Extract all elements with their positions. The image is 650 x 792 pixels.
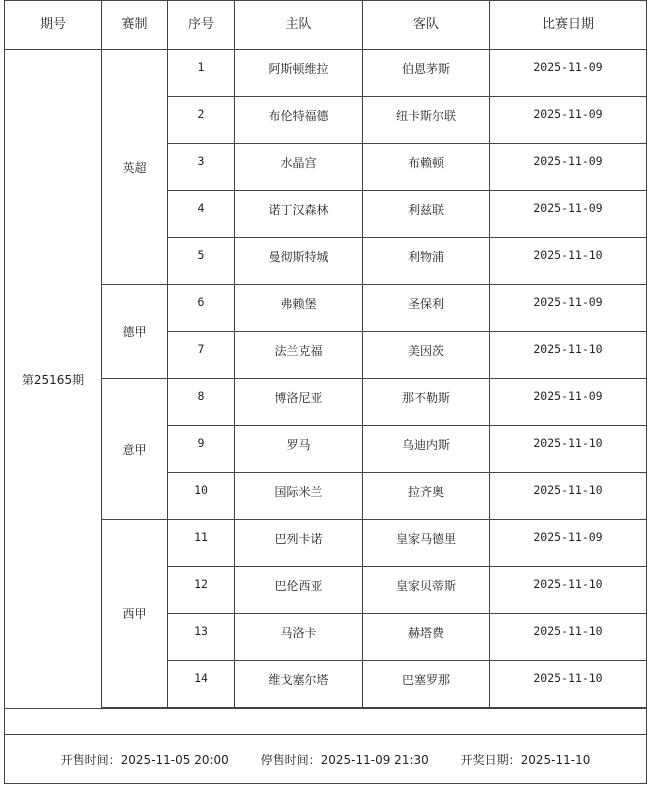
match-no-cell: 12	[168, 567, 235, 614]
home-team-cell: 博洛尼亚	[235, 379, 363, 426]
header-league: 赛制	[102, 1, 168, 50]
match-date-cell: 2025-11-10	[490, 567, 647, 614]
away-team-cell: 皇家马德里	[363, 520, 490, 567]
match-no-cell: 11	[168, 520, 235, 567]
away-team-cell: 赫塔费	[363, 614, 490, 661]
match-no-cell: 9	[168, 426, 235, 473]
league-cell: 西甲	[102, 520, 168, 708]
header-no: 序号	[168, 1, 235, 50]
match-no-cell: 13	[168, 614, 235, 661]
header-row	[5, 1, 647, 50]
home-team-cell: 弗赖堡	[235, 285, 363, 332]
footer-info	[5, 735, 647, 784]
home-team-cell: 马洛卡	[235, 614, 363, 661]
match-table	[4, 0, 647, 784]
league-cell: 意甲	[102, 379, 168, 520]
header-period: 期号	[5, 1, 102, 50]
header-home: 主队	[235, 1, 363, 50]
home-team-cell: 国际米兰	[235, 473, 363, 520]
league-cell: 英超	[102, 50, 168, 285]
header-date: 比赛日期	[490, 1, 647, 50]
spacer-row	[5, 709, 647, 735]
match-date-cell: 2025-11-09	[490, 379, 647, 426]
home-team-cell: 巴列卡诺	[235, 520, 363, 567]
match-no-cell: 4	[168, 191, 235, 238]
match-date-cell: 2025-11-10	[490, 238, 647, 285]
match-no-cell: 2	[168, 97, 235, 144]
away-team-cell: 圣保利	[363, 285, 490, 332]
table-row	[5, 379, 647, 426]
match-date-cell: 2025-11-09	[490, 144, 647, 191]
table-row	[5, 520, 647, 567]
match-no-cell: 14	[168, 661, 235, 708]
match-date-cell: 2025-11-10	[490, 614, 647, 661]
match-no-cell: 5	[168, 238, 235, 285]
away-team-cell: 美因茨	[363, 332, 490, 379]
away-team-cell: 利兹联	[363, 191, 490, 238]
away-team-cell: 伯恩茅斯	[363, 50, 490, 97]
match-date-cell: 2025-11-10	[490, 661, 647, 708]
match-no-cell: 10	[168, 473, 235, 520]
match-no-cell: 7	[168, 332, 235, 379]
home-team-cell: 巴伦西亚	[235, 567, 363, 614]
home-team-cell: 维戈塞尔塔	[235, 661, 363, 708]
away-team-cell: 纽卡斯尔联	[363, 97, 490, 144]
match-date-cell: 2025-11-10	[490, 332, 647, 379]
away-team-cell: 拉齐奥	[363, 473, 490, 520]
draw-date: 开奖日期：2025-11-10	[460, 752, 591, 767]
footer-row	[5, 735, 647, 784]
match-no-cell: 8	[168, 379, 235, 426]
home-team-cell: 曼彻斯特城	[235, 238, 363, 285]
header-away: 客队	[363, 1, 490, 50]
away-team-cell: 巴塞罗那	[363, 661, 490, 708]
match-date-cell: 2025-11-10	[490, 426, 647, 473]
away-team-cell: 利物浦	[363, 238, 490, 285]
home-team-cell: 布伦特福德	[235, 97, 363, 144]
match-no-cell: 3	[168, 144, 235, 191]
home-team-cell: 水晶宫	[235, 144, 363, 191]
home-team-cell: 诺丁汉森林	[235, 191, 363, 238]
away-team-cell: 乌迪内斯	[363, 426, 490, 473]
away-team-cell: 皇家贝蒂斯	[363, 567, 490, 614]
match-no-cell: 6	[168, 285, 235, 332]
table-row	[5, 285, 647, 332]
league-cell: 德甲	[102, 285, 168, 379]
match-date-cell: 2025-11-09	[490, 97, 647, 144]
match-no-cell: 1	[168, 50, 235, 97]
home-team-cell: 罗马	[235, 426, 363, 473]
table-body	[5, 50, 647, 709]
home-team-cell: 法兰克福	[235, 332, 363, 379]
match-date-cell: 2025-11-09	[490, 50, 647, 97]
sale-stop-time: 停售时间：2025-11-09 21:30	[260, 752, 429, 767]
match-date-cell: 2025-11-09	[490, 285, 647, 332]
match-date-cell: 2025-11-09	[490, 191, 647, 238]
match-date-cell: 2025-11-09	[490, 520, 647, 567]
sale-start-time: 开售时间：2025-11-05 20:00	[60, 752, 229, 767]
table-row	[5, 50, 647, 97]
period-cell: 第25165期	[5, 50, 102, 709]
away-team-cell: 那不勒斯	[363, 379, 490, 426]
home-team-cell: 阿斯顿维拉	[235, 50, 363, 97]
away-team-cell: 布赖顿	[363, 144, 490, 191]
match-date-cell: 2025-11-10	[490, 473, 647, 520]
schedule-document	[4, 0, 646, 788]
